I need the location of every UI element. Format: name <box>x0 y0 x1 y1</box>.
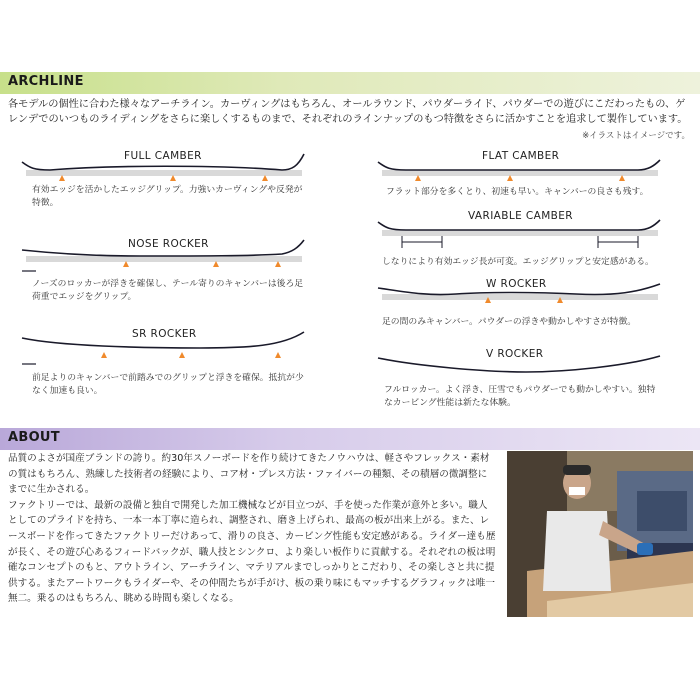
archline-header-bar <box>0 72 700 94</box>
board-desc: フラット部分を多くとり、初速も早い。キャンバーの良さも残す。 <box>386 187 649 197</box>
board-name: V ROCKER <box>486 348 544 360</box>
board-w-rocker <box>376 274 676 338</box>
board-name: VARIABLE CAMBER <box>468 210 574 222</box>
board-v-rocker <box>376 344 676 414</box>
board-desc: ノーズのロッカーが浮きを確保し、テール寄りのキャンバーは後ろ足荷重でエッジをグリップ。 <box>32 279 304 302</box>
board-sr-rocker <box>20 324 320 396</box>
board-desc: フルロッカー。よく浮き、圧雪でもパウダーでも動かしやすい。独特なカービング性能は新たな体験。 <box>384 385 656 408</box>
illustration-note: ※イラストはイメージです。 <box>582 131 690 141</box>
board-variable-camber <box>376 208 676 272</box>
archline-intro: 各モデルの個性に合わた様々なアーチライン。カーヴィングはもちろん、オールラウンド、パウダーライド、パウダーでの遊びにこだわったもの、ゲレンデでのいつものライディングをさらに楽しくするものまで、それぞれのラインナップのもつ特徴をさらに活かすことを追求して製作しています。 <box>8 99 688 125</box>
board-desc: 前足よりのキャンバーで前踏みでのグリップと浮きを確保。抵抗が少なく加速も良い。 <box>32 373 304 396</box>
board-name: FULL CAMBER <box>124 150 202 162</box>
variable-camber-diagram <box>376 208 676 258</box>
board-name: NOSE ROCKER <box>128 238 209 250</box>
board-name: SR ROCKER <box>132 328 197 340</box>
board-full-camber <box>20 146 320 216</box>
board-desc: 有効エッジを活かしたエッジグリップ。力強いカーヴィングや反発が特徴。 <box>32 185 303 208</box>
about-paragraph: ファクトリーでは、最新の設備と独自で開発した加工機械などが目立つが、手を使った作業が意外と多い。職人としてのプライドを持ち、一本一本丁寧に造られ、調整され、磨き上げられ、最高の板が出来上がる。また、レースボードを作ってきたファクトリーだけあって、滑りの良さ、カービング性能も安定感がある。ライダー達も歴が長く、その遊び心あるフィードバックが、職人技とシンクロ、より楽しい板作りに貢献する。それぞれの板は明確なコンセプトのもと、アウトライン、アーチライン、マテリアルまでしっかりとこだわり、その楽しさと共に提供する。またアートワークもライダーや、その仲間たちが手がけ、板の乗り味にもマッチするグラフィックは唯一無二。乗るのはもちろん、眺める時間も楽しくなる。 <box>8 499 496 605</box>
about-header-bar <box>0 428 700 450</box>
about-heading: ABOUT <box>8 430 60 445</box>
board-desc: 足の間のみキャンバー。パウダーの浮きや動かしやすさが特徴。 <box>382 317 637 327</box>
about-text <box>8 451 496 607</box>
archline-heading: ARCHLINE <box>8 74 84 89</box>
board-name: FLAT CAMBER <box>482 150 560 162</box>
board-desc: しなりにより有効エッジ長が可変。エッジグリップと安定感がある。 <box>382 257 654 267</box>
about-paragraph: 品質のよさが国産ブランドの誇り。約30年スノーボードを作り続けてきたノウハウは、軽さやフレックス・素材の質はもちろん、熟練した技術者の経験により、コア材・プレス方法・ファイバーの種類、その積層の微調整にまでに生かされる。 <box>8 453 490 496</box>
board-name: W ROCKER <box>486 278 547 290</box>
board-flat-camber <box>376 146 676 208</box>
board-nose-rocker <box>20 234 320 306</box>
factory-photo <box>507 451 693 617</box>
